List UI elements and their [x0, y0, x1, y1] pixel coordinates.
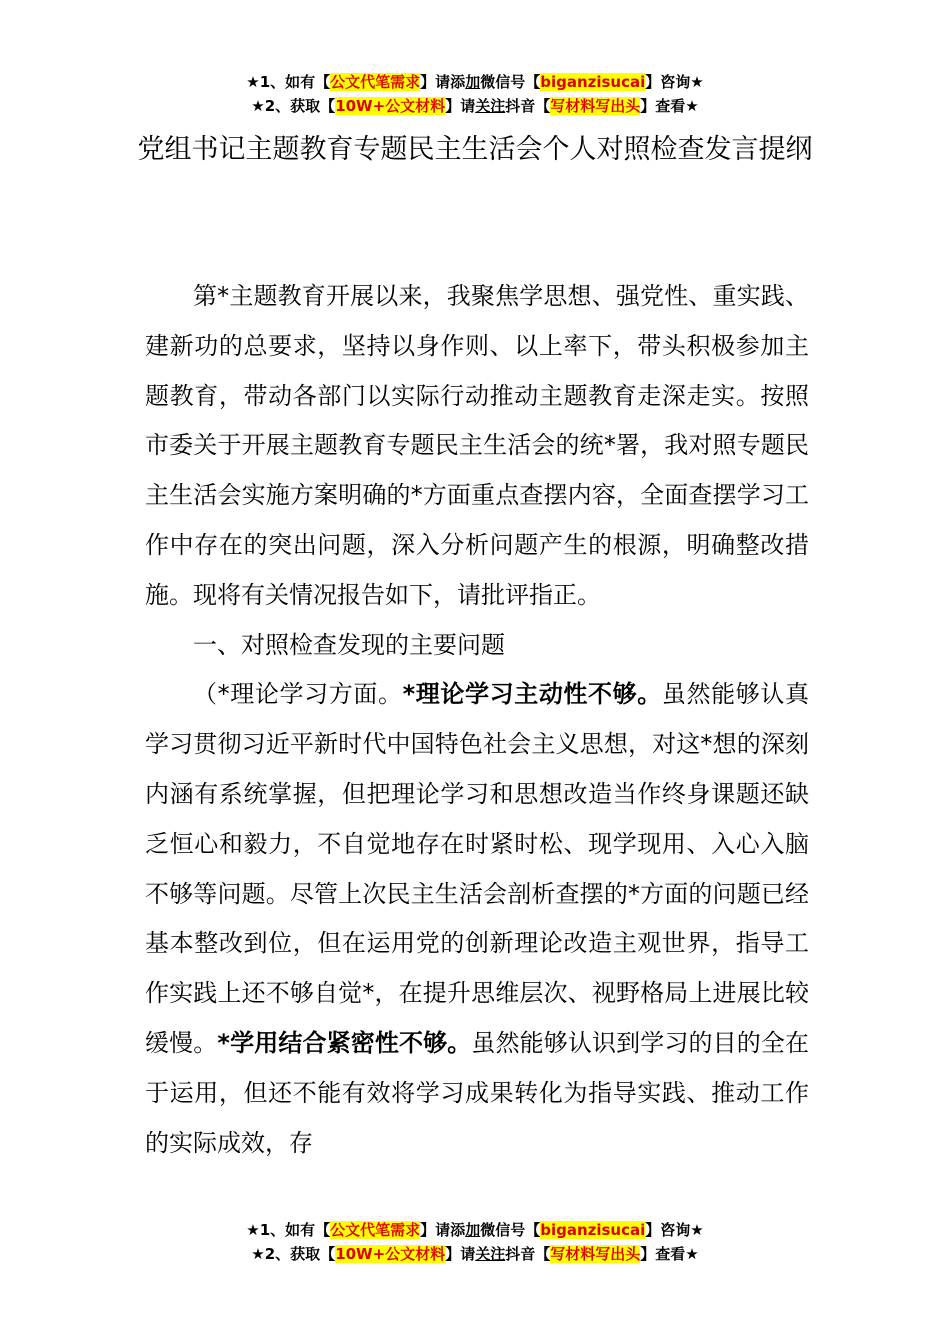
banner-underline: 加 — [465, 1221, 481, 1239]
banner-line-1 — [0, 1218, 950, 1242]
banner-highlight: 10W+公文材料 — [335, 1245, 446, 1263]
banner-text: 】查看★ — [640, 1245, 699, 1263]
banner-text: ★1、如有【 — [246, 1221, 331, 1239]
paragraph-text: 虽然能够认真学习贯彻习近平新时代中国特色社会主义思想，对这*想的深刻内涵有系统掌握，但把理论学习和思想改造当作终身课题还缺乏恒心和毅力，不自觉地存在时紧时松、现学现用、入心入脑不够等问题。尽管上次民主生活会剖析查摆的*方面的问题已经基本整改到位，但在运用党的创新理论改造主观世界，指导工作实践上还不够自觉*，在提升思维层次、视野格局上进展比较缓慢。 — [145, 680, 809, 1057]
banner-line-2 — [0, 1242, 950, 1266]
banner-text: 】请添 — [420, 73, 466, 91]
banner-highlight: 公文代笔需求 — [330, 1221, 421, 1239]
document-title: 党组书记主题教育专题民主生活会个人对照检查发言提纲 — [137, 134, 813, 165]
banner-underline: 关注 — [475, 1245, 506, 1263]
banner-text: 】请添 — [420, 1221, 466, 1239]
banner-text: ★2、获取【 — [251, 1245, 336, 1263]
banner-highlight: 写材料写出头 — [550, 1245, 641, 1263]
banner-line-1 — [0, 70, 950, 94]
header-banner — [0, 70, 950, 118]
banner-text: 微信号【 — [480, 1221, 541, 1239]
banner-highlight: biganzisucai — [540, 73, 646, 91]
banner-text: 微信号【 — [480, 73, 541, 91]
banner-text: ★2、获取【 — [251, 97, 336, 115]
banner-text: 抖音【 — [505, 1245, 551, 1263]
banner-line-2 — [0, 94, 950, 118]
banner-highlight: 写材料写出头 — [550, 97, 641, 115]
banner-text: 】请 — [445, 97, 476, 115]
banner-text: ★1、如有【 — [246, 73, 331, 91]
banner-text: 】咨询★ — [645, 73, 704, 91]
footer-banner — [0, 1218, 950, 1266]
banner-underline: 关注 — [475, 97, 506, 115]
banner-text: 】咨询★ — [645, 1221, 704, 1239]
banner-highlight: 公文代笔需求 — [330, 73, 421, 91]
banner-text: 抖音【 — [505, 97, 551, 115]
banner-underline: 加 — [465, 73, 481, 91]
section-paragraph — [145, 670, 809, 1168]
intro-paragraph: 第*主题教育开展以来，我聚焦学思想、强党性、重实践、建新功的总要求，坚持以身作则、以上率下，带头积极参加主题教育，带动各部门以实际行动推动主题教育走深走实。按照市委关于开展主题教育专题民主生活会的统*署，我对照专题民主生活会实施方案明确的*方面重点查摆内容，全面查摆学习工作中存在的突出问题，深入分析问题产生的根源，明确整改措施。现将有关情况报告如下，请批评指正。 — [145, 282, 809, 609]
bold-subheading: *学用结合紧密性不够。 — [217, 1028, 472, 1057]
banner-highlight: 10W+公文材料 — [335, 97, 446, 115]
banner-highlight: biganzisucai — [540, 1221, 646, 1239]
section-heading: 一、对照检查发现的主要问题 — [193, 630, 505, 659]
bold-subheading: *理论学习主动性不够。 — [402, 680, 662, 709]
paragraph-text: 虽然能够认识到学习的目的全在于运用，但还不能有效将学习成果转化为指导实践、推动工作的实际成效，存 — [145, 1028, 809, 1157]
paragraph-text: （*理论学习方面。 — [193, 680, 403, 709]
document-body — [145, 272, 809, 1168]
banner-text: 】查看★ — [640, 97, 699, 115]
banner-text: 】请 — [445, 1245, 476, 1263]
